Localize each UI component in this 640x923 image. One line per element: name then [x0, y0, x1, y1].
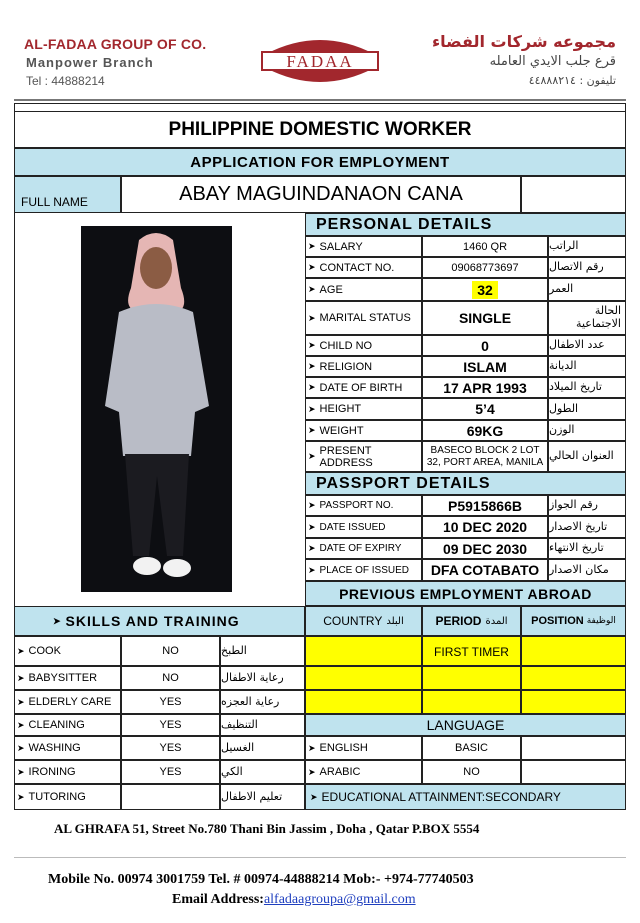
skill-label-text: TUTORING [28, 791, 86, 803]
skill-value: NO [121, 666, 220, 690]
passport-row-label [305, 495, 422, 516]
skill-value: YES [121, 736, 220, 760]
personal-row-label-ar: الطول [548, 398, 626, 420]
footer-divider [14, 857, 626, 858]
language-label [305, 736, 422, 760]
personal-row-label-ar: الديانة [548, 356, 626, 377]
personal-row-label-ar: العمر [548, 278, 626, 301]
skills-heading [14, 606, 305, 636]
skill-label-ar: الكي [220, 760, 305, 784]
personal-row-label [305, 278, 422, 301]
skill-label-ar: تعليم الاطفال [220, 784, 305, 810]
skill-label [14, 784, 121, 810]
arrow-icon: ➤ [308, 451, 316, 461]
footer-email-link[interactable]: alfadaagroupa@gmail.com [263, 892, 416, 907]
personal-row-label [305, 257, 422, 278]
arrow-icon: ➤ [308, 425, 316, 435]
passport-label-text: PASSPORT NO. [319, 500, 394, 511]
education-arrow-icon: ➤ [310, 791, 318, 802]
arrow-icon: ➤ [308, 382, 316, 392]
passport-row-value: P5915866B [422, 495, 548, 516]
form-subtitle: APPLICATION FOR EMPLOYMENT [14, 148, 626, 176]
form-title: PHILIPPINE DOMESTIC WORKER [14, 111, 626, 148]
skill-label-ar: رعاية العجزه [220, 690, 305, 714]
skill-label-text: IRONING [28, 766, 76, 778]
full-name-label: FULL NAME [14, 176, 121, 213]
passport-row-label [305, 516, 422, 538]
personal-label-text: HEIGHT [319, 403, 362, 415]
skill-label [14, 760, 121, 784]
language-label [305, 760, 422, 784]
branch-name-ar: قرع جلب الايدي العامله [489, 54, 616, 69]
personal-row-label [305, 236, 422, 257]
col-period-label: PERIOD [435, 614, 482, 628]
full-name-value: ABAY MAGUINDANAON CANA [121, 176, 521, 213]
skills-arrow-icon: ➤ [53, 615, 62, 626]
personal-row-label-ar: رقم الاتصال [548, 257, 626, 278]
prev-position-1 [521, 636, 626, 666]
personal-details-heading: PERSONAL DETAILS [305, 213, 626, 236]
personal-row-value: 09068773697 [422, 257, 548, 278]
personal-row-value: 5’4 [422, 398, 548, 420]
footer-email-row [172, 892, 416, 908]
passport-row-label-ar: رقم الجواز [548, 495, 626, 516]
skill-value [121, 784, 220, 810]
education-row [305, 784, 626, 810]
personal-row-label-ar: العنوان الحالي [548, 441, 626, 472]
col-position-ar: الوظيفة [586, 616, 616, 626]
skill-value: YES [121, 690, 220, 714]
header-divider [14, 99, 626, 101]
skill-value: YES [121, 714, 220, 736]
personal-row-label-ar: عدد الاطفال [548, 335, 626, 356]
personal-row-label [305, 335, 422, 356]
language-label-text: ENGLISH [319, 742, 368, 754]
arrow-icon: ➤ [17, 719, 25, 730]
skill-label-ar: التنظيف [220, 714, 305, 736]
personal-row-label [305, 398, 422, 420]
personal-row-label [305, 301, 422, 335]
personal-label-text: MARITAL STATUS [319, 312, 411, 324]
skill-label [14, 636, 121, 666]
arrow-icon: ➤ [17, 791, 25, 802]
personal-row-value: BASECO BLOCK 2 LOT 32, PORT AREA, MANILA [422, 441, 548, 472]
col-country [305, 606, 422, 636]
arrow-icon: ➤ [308, 403, 316, 414]
language-level: NO [422, 760, 521, 784]
footer-phones: Mobile No. 00974 3001759 Tel. # 00974-44888214 Mob:- +974-77740503 [48, 872, 474, 887]
previous-employment-heading: PREVIOUS EMPLOYMENT ABROAD [305, 581, 626, 606]
personal-row-label-ar: الراتب [548, 236, 626, 257]
personal-row-label [305, 420, 422, 441]
personal-row-value: 1460 QR [422, 236, 548, 257]
passport-details-heading: PASSPORT DETAILS [305, 472, 626, 495]
skill-value: YES [121, 760, 220, 784]
arrow-icon: ➤ [17, 766, 25, 777]
personal-label-text: AGE [319, 283, 343, 296]
company-tel-en: Tel : 44888214 [26, 74, 105, 88]
prev-position-2 [521, 666, 626, 690]
personal-label-text: CONTACT NO. [319, 261, 395, 274]
personal-row-value: 69KG [422, 420, 548, 441]
full-name-spacer [521, 176, 626, 213]
arrow-icon: ➤ [308, 564, 316, 575]
passport-row-label-ar: تاريخ الانتهاء [548, 538, 626, 559]
col-period-ar: المدة [485, 615, 508, 627]
col-country-ar: البلد [386, 615, 404, 627]
education-value: SECONDARY [485, 790, 561, 804]
education-label: EDUCATIONAL ATTAINMENT: [321, 790, 486, 804]
footer-email-label: Email Address: [172, 892, 264, 907]
passport-label-text: PLACE OF ISSUED [319, 564, 410, 576]
language-level: BASIC [422, 736, 521, 760]
passport-row-value: 09 DEC 2030 [422, 538, 548, 559]
prev-period-3 [422, 690, 521, 714]
skill-label-text: BABYSITTER [28, 672, 98, 684]
arrow-icon: ➤ [308, 742, 316, 753]
col-position-label: POSITION [531, 615, 584, 627]
skill-label [14, 690, 121, 714]
arrow-icon: ➤ [308, 361, 316, 371]
fadaa-logo [258, 34, 382, 88]
personal-label-text: WEIGHT [319, 424, 364, 437]
personal-row-value: SINGLE [422, 301, 548, 335]
applicant-photo [81, 226, 232, 592]
personal-row-value: ISLAM [422, 356, 548, 377]
personal-row-label-ar: الحالة الاجتماعية [548, 301, 626, 335]
logo-text: FADAA [286, 52, 354, 71]
col-country-label: COUNTRY [323, 614, 383, 628]
skill-label-ar: رعاية الاطفال [220, 666, 305, 690]
prev-period-2 [422, 666, 521, 690]
personal-row-value: 0 [422, 335, 548, 356]
prev-period-1: FIRST TIMER [422, 636, 521, 666]
prev-country-3 [305, 690, 422, 714]
passport-row-value: DFA COTABATO [422, 559, 548, 581]
personal-label-text: CHILD NO [319, 339, 373, 352]
personal-label-text: SALARY [319, 240, 363, 253]
passport-label-text: DATE OF EXPIRY [319, 543, 402, 554]
company-name-ar: مجموعه شركات الفضاء [431, 32, 616, 51]
personal-row-label [305, 377, 422, 398]
branch-name-en: Manpower Branch [26, 55, 154, 70]
arrow-icon: ➤ [17, 672, 25, 683]
skills-heading-label: SKILLS AND TRAINING [65, 613, 240, 629]
language-heading: LANGUAGE [305, 714, 626, 736]
passport-row-value: 10 DEC 2020 [422, 516, 548, 538]
col-position [521, 606, 626, 636]
arrow-icon: ➤ [308, 766, 316, 777]
prev-country-1 [305, 636, 422, 666]
skill-label [14, 666, 121, 690]
arrow-icon: ➤ [308, 340, 316, 350]
personal-row-label-ar: تاريخ الميلاد [548, 377, 626, 398]
arrow-icon: ➤ [308, 284, 316, 294]
passport-row-label [305, 538, 422, 559]
arrow-icon: ➤ [308, 262, 316, 272]
personal-row-value [422, 278, 548, 301]
personal-row-label [305, 441, 422, 472]
skill-label-text: CLEANING [28, 719, 85, 731]
skill-label [14, 736, 121, 760]
passport-row-label-ar: مكان الاصدار [548, 559, 626, 581]
skill-label-text: WASHING [28, 742, 81, 754]
skill-label-text: COOK [28, 645, 61, 657]
arrow-icon: ➤ [308, 521, 316, 532]
footer-address: AL GHRAFA 51, Street No.780 Thani Bin Jassim , Doha , Qatar P.BOX 5554 [54, 821, 480, 836]
personal-label-text: PRESENT ADDRESS [319, 444, 373, 469]
passport-label-text: DATE ISSUED [319, 521, 386, 533]
arrow-icon: ➤ [308, 312, 316, 323]
language-spacer [521, 760, 626, 784]
passport-row-label [305, 559, 422, 581]
personal-row-label [305, 356, 422, 377]
skill-label-ar: الطبخ [220, 636, 305, 666]
arrow-icon: ➤ [17, 696, 25, 707]
language-label-text: ARABIC [319, 766, 361, 778]
personal-label-text: DATE OF BIRTH [319, 381, 403, 394]
skill-label [14, 714, 121, 736]
arrow-icon: ➤ [17, 645, 25, 656]
personal-row-value: 17 APR 1993 [422, 377, 548, 398]
age-highlight: 32 [472, 281, 498, 299]
company-tel-ar: تليفون : ٤٤٨٨٨٢١٤ [528, 74, 616, 87]
arrow-icon: ➤ [308, 241, 316, 251]
col-period [422, 606, 521, 636]
skill-value: NO [121, 636, 220, 666]
skill-label-text: ELDERLY CARE [28, 696, 112, 708]
passport-row-label-ar: تاريخ الاصدار [548, 516, 626, 538]
personal-label-text: RELIGION [319, 360, 373, 373]
skill-label-ar: الغسيل [220, 736, 305, 760]
prev-position-3 [521, 690, 626, 714]
language-spacer [521, 736, 626, 760]
arrow-icon: ➤ [308, 543, 316, 553]
arrow-icon: ➤ [308, 500, 316, 510]
company-name-en: AL-FADAA GROUP OF CO. [24, 36, 207, 52]
personal-row-label-ar: الوزن [548, 420, 626, 441]
arrow-icon: ➤ [17, 742, 25, 753]
prev-country-2 [305, 666, 422, 690]
